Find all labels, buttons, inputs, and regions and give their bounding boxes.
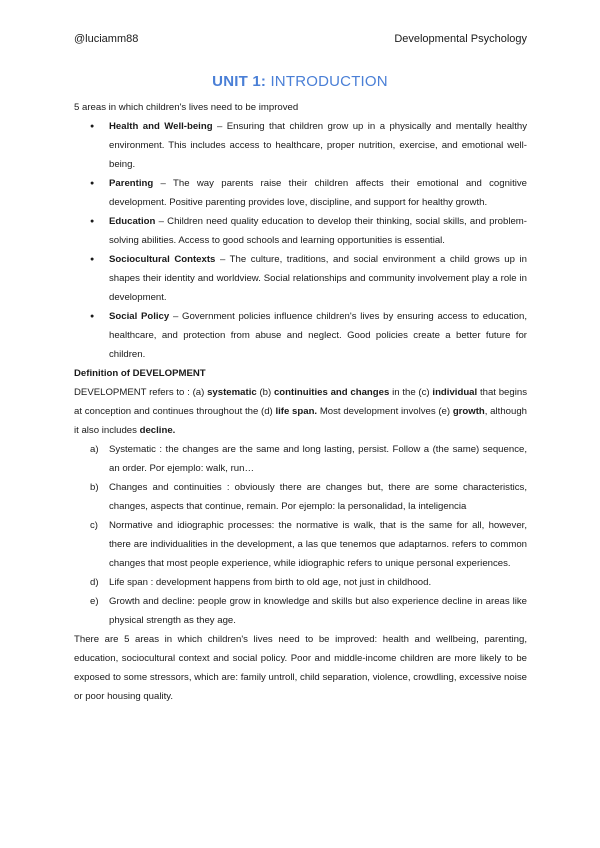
area-text: – The culture, traditions, and social environment a child grows up in shapes their identity and worldview. Social relationships and community involvement play a role in development. (109, 254, 528, 303)
definition-keyword: growth (452, 406, 485, 417)
area-term: Sociocultural Contexts (109, 254, 216, 265)
definition-keyword: individual (432, 387, 478, 398)
definition-text: DEVELOPMENT refers to : (a) (74, 387, 208, 398)
definition-paragraph (74, 383, 527, 440)
list-item (90, 516, 527, 573)
definition-points (90, 440, 527, 630)
point-text: Growth and decline: people grow in knowledge and skills but also experience decline in areas like physical strength as they age. (109, 596, 527, 626)
area-term: Parenting (109, 178, 154, 189)
list-item (90, 592, 527, 630)
point-text: Life span : development happens from birth to old age, not just in childhood. (109, 577, 432, 588)
list-item (90, 212, 527, 250)
area-term: Education (109, 216, 156, 227)
list-item (90, 174, 527, 212)
area-term: Social Policy (109, 311, 170, 322)
list-item (90, 307, 527, 364)
definition-keyword: systematic (207, 387, 257, 398)
definition-text: Most development involves (e) (317, 406, 453, 417)
definition-text: (b) (256, 387, 274, 398)
area-text: – The way parents raise their children affects their emotional and cognitive development. Positive parenting provides love, discipline, and support for healthy growth. (109, 178, 527, 208)
closing-paragraph: There are 5 areas in which children's lives need to be improved: health and wellbeing, parenting, education, sociocultural context and social policy. Poor and middle-income children are more likely to be exposed to some stressors, which are: family untroll, child separation, violence, crowdling, excessive noise or poor housing quality. (74, 634, 527, 702)
subject-name: Developmental Psychology (394, 33, 527, 45)
definition-text: in the (c) (389, 387, 433, 398)
page-title (0, 72, 600, 92)
areas-list (90, 117, 527, 364)
list-item (90, 573, 527, 592)
point-text: Changes and continuities : obviously there are changes but, there are some characteristics, changes, aspects that continue, remain. Por ejemplo: la personalidad, la inteligencia (109, 482, 527, 512)
definition-text: that begins at conception and continues throughout the (d) (74, 387, 527, 417)
list-marker: e) (90, 596, 99, 607)
area-text: – Ensuring that children grow up in a physically and mentally healthy environment. This includes access to healthcare, proper nutrition, exercise, and emotional well-being. (109, 121, 527, 170)
definition-keyword: continuities and changes (273, 387, 390, 398)
unit-name: INTRODUCTION (270, 73, 388, 90)
document-body (74, 98, 527, 706)
definition-heading: Definition of DEVELOPMENT (74, 368, 206, 379)
point-text: Systematic : the changes are the same and long lasting, persist. Follow a (the same) sequence, an order. Por ejemplo: walk, run… (109, 444, 527, 474)
list-marker: c) (90, 520, 98, 531)
definition-keyword: life span. (275, 406, 318, 417)
area-text: – Government policies influence children's lives by ensuring access to education, healthcare, and protection from abuse and neglect. Good policies create a better future for children. (109, 311, 527, 360)
list-marker: d) (90, 577, 99, 588)
author-handle: @luciamm88 (74, 33, 139, 45)
list-marker: b) (90, 482, 99, 493)
list-item (90, 117, 527, 174)
list-marker: a) (90, 444, 99, 455)
definition-keyword: decline. (139, 425, 176, 436)
area-term: Health and Well-being (109, 121, 213, 132)
area-text: – Children need quality education to develop their thinking, social skills, and problem-solving abilities. Access to good schools and learning opportunities is essential. (109, 216, 527, 246)
page-header (74, 32, 527, 46)
definition-text: , although it also includes (74, 406, 527, 436)
point-text: Normative and idiographic processes: the normative is walk, that is the same for all, however, there are individualities in the development, a las que tenemos que adaptarnos. refers to common changes that most people experience, while idiographic refers to unique personal experiences. (109, 520, 527, 569)
list-item (90, 250, 527, 307)
areas-intro: 5 areas in which children's lives need to be improved (74, 102, 299, 113)
list-item (90, 478, 527, 516)
list-item (90, 440, 527, 478)
unit-label: UNIT 1: (212, 73, 267, 90)
